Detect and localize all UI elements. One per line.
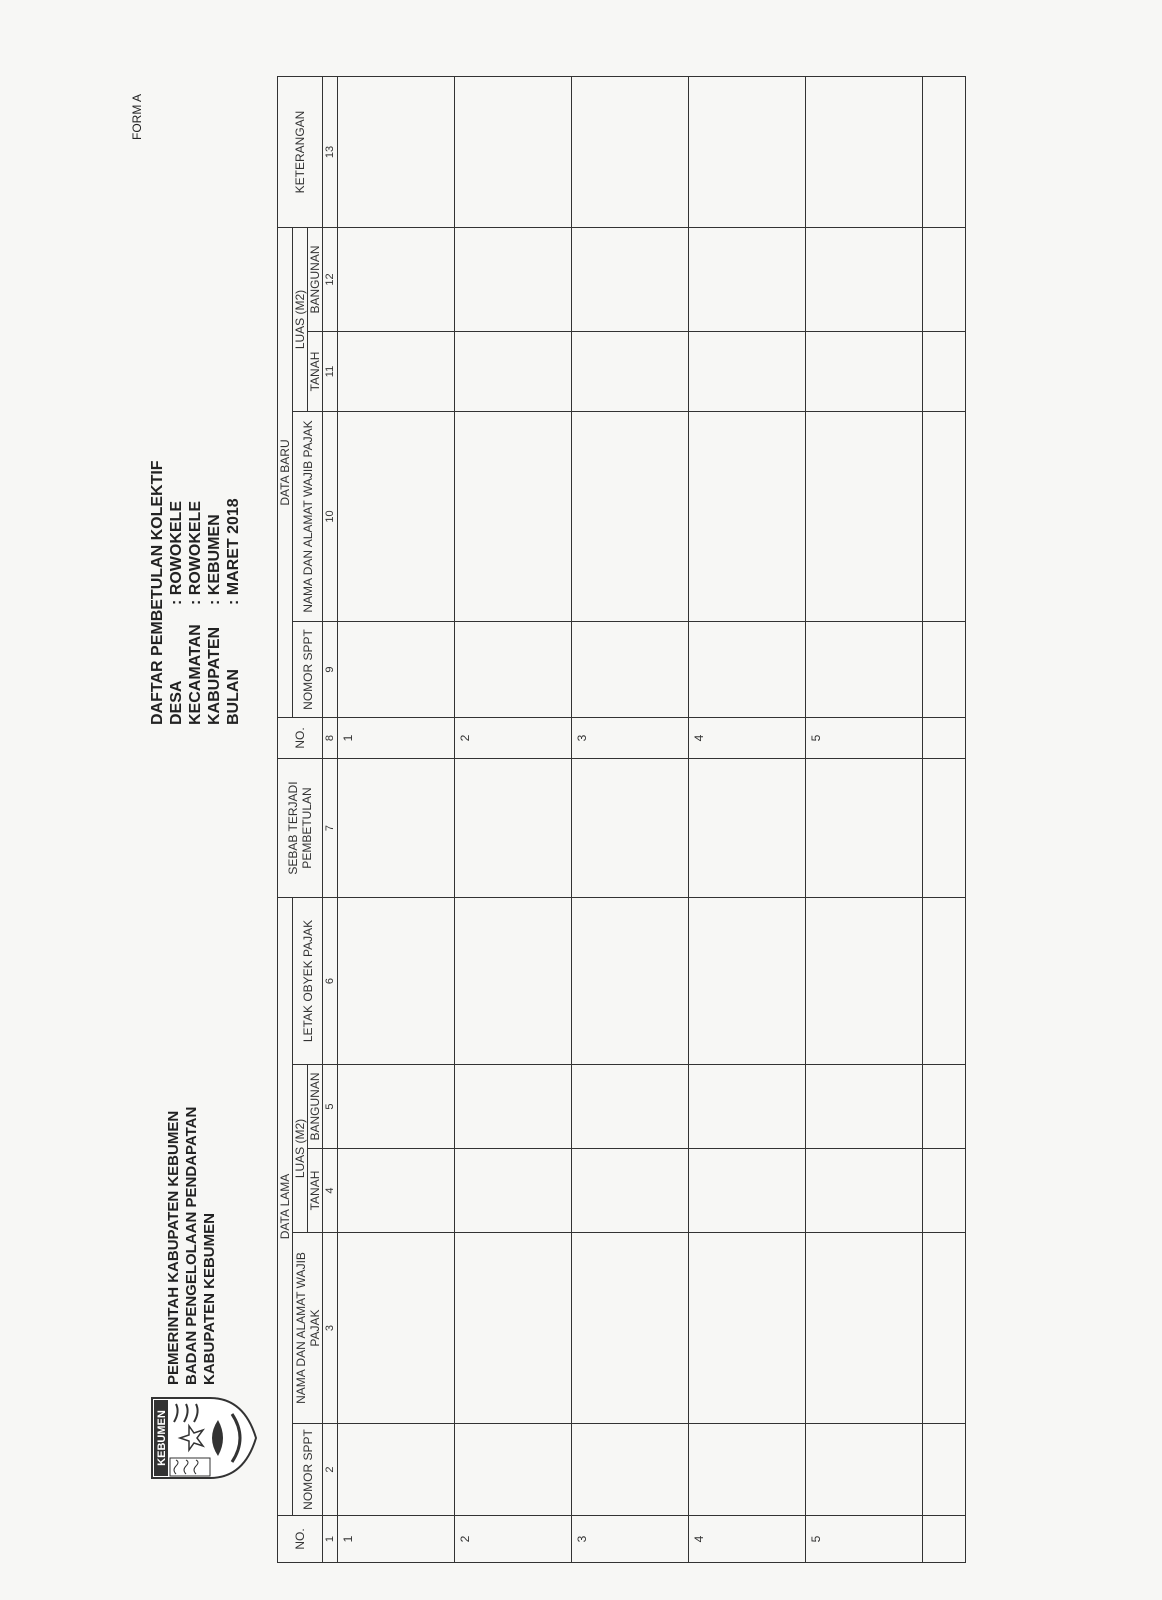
header-bangunan-lama: BANGUNAN [308, 1065, 323, 1149]
header-no: NO. [278, 1516, 323, 1563]
header-data-baru: DATA BARU [278, 228, 293, 718]
cell [923, 77, 966, 228]
cell [923, 412, 966, 622]
cell [806, 622, 923, 718]
cell [455, 77, 572, 228]
cell [338, 1065, 455, 1149]
cell [923, 228, 966, 332]
cell [806, 77, 923, 228]
cell [806, 332, 923, 412]
row-number-baru: 2 [455, 718, 572, 759]
cell [806, 1149, 923, 1233]
org-line-1: PEMERINTAH KABUPATEN KEBUMEN [165, 1110, 182, 1385]
row-number-baru: 4 [689, 718, 806, 759]
cell [455, 1233, 572, 1424]
correction-table [277, 76, 966, 1563]
header-nama-alamat-baru: NAMA DAN ALAMAT WAJIB PAJAK [293, 412, 323, 622]
cell [806, 228, 923, 332]
cell [923, 332, 966, 412]
organization-header [165, 1107, 219, 1385]
cell [455, 1149, 572, 1233]
column-number: 1 [323, 1516, 338, 1563]
cell [455, 1065, 572, 1149]
table-row [689, 77, 806, 1563]
cell [806, 1233, 923, 1424]
cell [338, 898, 455, 1065]
header-nama-alamat-lama: NAMA DAN ALAMAT WAJIB PAJAK [293, 1233, 323, 1424]
org-line-3: KABUPATEN KEBUMEN [201, 1213, 218, 1385]
cell [923, 1516, 966, 1563]
table-row [806, 77, 923, 1563]
form-label: FORM A [130, 93, 144, 140]
column-number: 13 [323, 77, 338, 228]
row-number: 4 [689, 1516, 806, 1563]
cell [338, 622, 455, 718]
column-number: 9 [323, 622, 338, 718]
cell [689, 228, 806, 332]
row-number: 3 [572, 1516, 689, 1563]
header-sebab: SEBAB TERJADI PEMBETULAN [278, 759, 323, 898]
cell [689, 77, 806, 228]
field-bulan-label: BULAN [225, 669, 242, 725]
cell [806, 1065, 923, 1149]
field-kecamatan-value: : ROWOKELE [187, 501, 204, 605]
cell [572, 1233, 689, 1424]
cell [455, 332, 572, 412]
cell [572, 77, 689, 228]
field-bulan [224, 460, 243, 725]
header-tanah-lama: TANAH [308, 1149, 323, 1233]
header-data-lama: DATA LAMA [278, 898, 293, 1516]
column-number: 2 [323, 1424, 338, 1516]
cell [923, 1149, 966, 1233]
cell [689, 622, 806, 718]
cell [923, 718, 966, 759]
cell [806, 759, 923, 898]
cell [572, 332, 689, 412]
cell [455, 1424, 572, 1516]
column-number-row [323, 77, 338, 1563]
cell [923, 898, 966, 1065]
cell [455, 898, 572, 1065]
header-keterangan: KETERANGAN [278, 77, 323, 228]
column-number: 7 [323, 759, 338, 898]
cell [338, 412, 455, 622]
cell [689, 1233, 806, 1424]
field-bulan-value: : MARET 2018 [225, 498, 242, 605]
cell [572, 759, 689, 898]
field-desa-value: : ROWOKELE [168, 501, 185, 605]
cell [455, 622, 572, 718]
cell [572, 622, 689, 718]
table-row [572, 77, 689, 1563]
cell [923, 622, 966, 718]
header-bangunan-baru: BANGUNAN [308, 228, 323, 332]
row-number-baru: 5 [806, 718, 923, 759]
cell [338, 1424, 455, 1516]
field-kabupaten-label: KABUPATEN [206, 626, 223, 725]
cell [923, 1233, 966, 1424]
cell [923, 759, 966, 898]
cell [689, 1149, 806, 1233]
column-number: 6 [323, 898, 338, 1065]
table-row [455, 77, 572, 1563]
cell [689, 412, 806, 622]
field-kabupaten [205, 460, 224, 725]
form-title-block [148, 460, 243, 725]
column-number: 5 [323, 1065, 338, 1149]
cell [572, 1424, 689, 1516]
cell [455, 228, 572, 332]
cell [806, 1424, 923, 1516]
cell [572, 898, 689, 1065]
field-kabupaten-value: : KEBUMEN [206, 514, 223, 605]
header-nomor-sppt-lama: NOMOR SPPT [293, 1424, 323, 1516]
cell [572, 412, 689, 622]
cell [455, 412, 572, 622]
table-row [338, 77, 455, 1563]
column-number: 10 [323, 412, 338, 622]
kebumen-logo-icon [148, 1394, 260, 1482]
cell [338, 1233, 455, 1424]
cell [923, 1065, 966, 1149]
cell [338, 1149, 455, 1233]
cell [689, 1065, 806, 1149]
field-kecamatan [186, 460, 205, 725]
row-number-baru: 3 [572, 718, 689, 759]
cell [338, 228, 455, 332]
column-number: 12 [323, 228, 338, 332]
row-number: 1 [338, 1516, 455, 1563]
column-number: 4 [323, 1149, 338, 1233]
cell [923, 1424, 966, 1516]
row-number: 2 [455, 1516, 572, 1563]
cell [689, 898, 806, 1065]
header-no-baru: NO. [278, 718, 323, 759]
cell [455, 759, 572, 898]
field-desa [167, 460, 186, 725]
header-tanah-baru: TANAH [308, 332, 323, 412]
cell [806, 412, 923, 622]
cell [572, 228, 689, 332]
cell [689, 1424, 806, 1516]
row-number: 5 [806, 1516, 923, 1563]
header-luas-lama: LUAS (M2) [293, 1065, 308, 1233]
logo-text: KEBUMEN [156, 1410, 168, 1466]
cell [338, 759, 455, 898]
header-letak: LETAK OBYEK PAJAK [293, 898, 323, 1065]
org-line-2: BADAN PENGELOLAAN PENDAPATAN [183, 1106, 200, 1385]
cell [338, 332, 455, 412]
cell [572, 1065, 689, 1149]
cell [572, 1149, 689, 1233]
cell [689, 759, 806, 898]
row-number-baru: 1 [338, 718, 455, 759]
table-row-empty [923, 77, 966, 1563]
cell [689, 332, 806, 412]
header-luas-baru: LUAS (M2) [293, 228, 308, 412]
cell [806, 898, 923, 1065]
column-number: 8 [323, 718, 338, 759]
field-kecamatan-label: KECAMATAN [187, 624, 204, 725]
form-heading: DAFTAR PEMBETULAN KOLEKTIF [149, 460, 166, 725]
column-number: 3 [323, 1233, 338, 1424]
header-nomor-sppt-baru: NOMOR SPPT [293, 622, 323, 718]
field-desa-label: DESA [168, 680, 185, 725]
column-number: 11 [323, 332, 338, 412]
cell [338, 77, 455, 228]
